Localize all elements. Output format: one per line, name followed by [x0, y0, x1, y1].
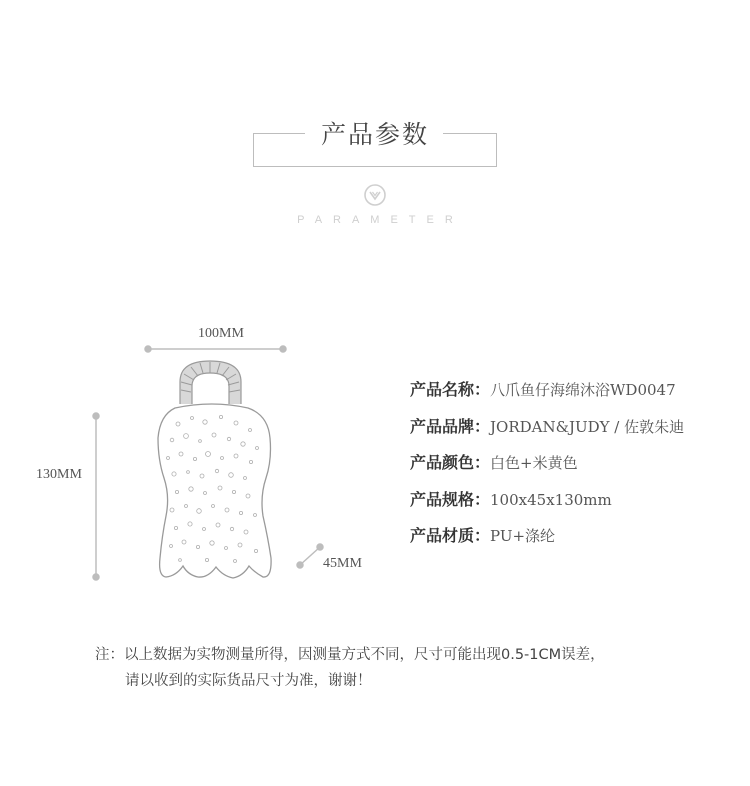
height-dimension-line	[93, 413, 99, 580]
sponge-strap	[180, 361, 241, 404]
spec-value: 100x45x130mm	[490, 490, 612, 509]
width-dimension-line	[145, 346, 286, 352]
spec-row-name	[410, 377, 740, 414]
page-title: 产品参数	[320, 120, 429, 149]
sponge-body	[158, 404, 271, 578]
spec-label: 产品品牌：	[410, 416, 491, 436]
product-illustration	[80, 320, 380, 590]
width-dimension-label: 100MM	[198, 326, 244, 341]
height-dimension-label: 130MM	[36, 467, 82, 482]
spec-value: 八爪鱼仔海绵沐浴WD0047	[490, 381, 676, 399]
spec-label: 产品颜色：	[410, 453, 491, 472]
spec-row-size	[410, 487, 740, 524]
spec-list	[410, 377, 740, 560]
spec-row-color	[410, 450, 740, 487]
spec-row-brand	[410, 414, 740, 451]
spec-label: 产品名称：	[410, 380, 491, 399]
measurement-note	[95, 642, 715, 694]
note-line-2: 请以收到的实际货品尺寸为准，谢谢！	[125, 673, 372, 689]
spec-value: 白色+米黄色	[490, 454, 578, 472]
spec-value: JORDAN&JUDY / 佐敦朱迪	[490, 417, 685, 436]
note-line-1: 注：以上数据为实物测量所得，因测量方式不同，尺寸可能出现0.5-1CM误差，	[95, 647, 605, 663]
depth-dimension-label: 45MM	[323, 556, 362, 571]
spec-label: 产品材质：	[410, 526, 491, 545]
spec-value: PU+涤纶	[490, 527, 556, 545]
page-subtitle: PARAMETER	[297, 214, 464, 226]
chevron-down-circle-icon	[363, 183, 387, 207]
spec-row-material	[410, 523, 740, 560]
depth-dimension-line	[297, 544, 323, 568]
spec-label: 产品规格：	[410, 489, 491, 509]
